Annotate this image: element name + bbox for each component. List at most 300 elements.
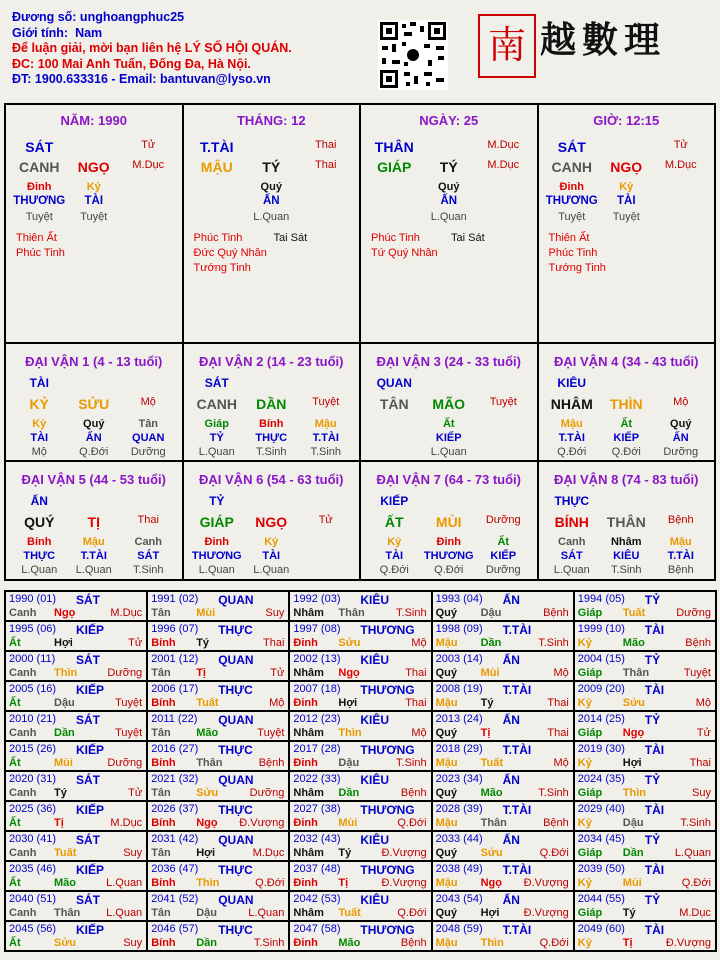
hidden-stage: Tuyệt xyxy=(558,211,586,223)
year-can: Mậu xyxy=(435,637,458,649)
year-cell xyxy=(574,921,716,951)
pillar-row-1 xyxy=(367,139,531,155)
year-can: Tân xyxy=(151,907,171,919)
year-can: Bính xyxy=(151,757,176,769)
year-cell xyxy=(5,921,147,951)
year-ten-god: THƯƠNG xyxy=(360,803,415,817)
pillar-blank xyxy=(599,139,654,155)
dai-van-stage-item xyxy=(299,564,354,576)
year-stage: M.Dục xyxy=(110,817,143,829)
pillar-row-1 xyxy=(545,139,709,155)
year-label: 2018 (29) xyxy=(435,743,483,755)
year-ten-god: THỰC xyxy=(218,863,253,877)
dai-van-god-item: KIÊU xyxy=(613,550,640,562)
year-ten-god: TỶ xyxy=(644,773,661,787)
dai-van-stage-item: T.Sinh xyxy=(132,564,164,576)
year-can: Tân xyxy=(151,667,171,679)
year-stage: Tuyệt xyxy=(683,667,711,679)
dai-van-hidden xyxy=(545,418,709,430)
dai-van-stage-item: T.Sinh xyxy=(255,446,287,458)
hidden-stage: Tuyệt xyxy=(80,211,108,223)
phone-email-line: ĐT: 1900.633316 - Email: bantuvan@lyso.vn xyxy=(12,72,271,86)
year-cell xyxy=(432,711,574,741)
star-item: Phúc Tinh xyxy=(548,247,598,259)
year-chi: Dậu xyxy=(480,607,502,619)
year-ten-god: KIẾP xyxy=(76,743,105,757)
year-chi: Tý xyxy=(338,847,352,859)
year-can: Giáp xyxy=(577,727,603,739)
year-label: 2021 (32) xyxy=(151,773,199,785)
pillar-stars xyxy=(16,231,65,261)
dai-van-hidden-stem: Ất xyxy=(620,418,633,430)
dai-van-god-item: TÀI xyxy=(30,432,49,444)
pillar-ten-god: SÁT xyxy=(25,139,54,155)
year-cell xyxy=(574,891,716,921)
dai-van-chi: MÃO xyxy=(432,396,466,412)
dai-van-stage-item: T.Sinh xyxy=(610,564,642,576)
dai-van-hidden-stem: Bính xyxy=(259,418,284,430)
year-stage: L.Quan xyxy=(674,847,711,859)
dai-van-hidden-stem xyxy=(299,536,354,548)
year-ten-god: KIÊU xyxy=(360,833,390,847)
pillar-chi: NGỌ xyxy=(77,159,110,175)
year-label: 2016 (27) xyxy=(151,743,199,755)
year-can: Kỷ xyxy=(577,817,592,829)
year-label: 1995 (06) xyxy=(9,623,57,635)
dai-van-stage-item: Q.Đới xyxy=(557,446,587,458)
year-ten-god: ẤN xyxy=(502,713,520,727)
year-can: Ất xyxy=(9,877,21,889)
year-can: Quý xyxy=(435,607,457,619)
pillar-blank xyxy=(244,139,299,155)
pillar-blank xyxy=(422,139,477,155)
dai-van-cell xyxy=(538,343,716,461)
pillar-title: NĂM: 1990 xyxy=(60,113,127,128)
dai-van-can: CANH xyxy=(196,396,237,412)
year-chi: Tị xyxy=(196,667,206,679)
year-ten-god: KIẾP xyxy=(76,803,105,817)
year-label: 2035 (46) xyxy=(9,863,57,875)
year-ten-god: T.TÀI xyxy=(502,743,532,757)
year-stage: Q.Đới xyxy=(397,817,427,829)
dai-van-god-item: ẤN xyxy=(672,432,689,444)
year-can: Canh xyxy=(9,667,37,679)
year-chi: Dậu xyxy=(196,907,217,919)
pillar-stage: M.Dục xyxy=(487,139,520,151)
dai-van-god-item xyxy=(367,432,422,444)
year-chi: Mùi xyxy=(622,877,642,889)
year-can: Ất xyxy=(9,757,21,769)
year-ten-god: ẤN xyxy=(502,773,520,787)
year-stage: T.Sinh xyxy=(396,757,427,769)
year-stage: Tuyệt xyxy=(257,727,285,739)
year-stage: Bệnh xyxy=(400,937,427,949)
gender-label: Giới tính: xyxy=(12,25,69,40)
year-can: Quý xyxy=(435,667,457,679)
year-stage: Bệnh xyxy=(258,757,285,769)
year-stage: M.Dục xyxy=(679,907,711,919)
year-can: Bính xyxy=(151,817,176,829)
year-chi: Ngọ xyxy=(480,877,502,889)
year-can: Mậu xyxy=(435,697,458,709)
year-stage: Đ.Vượng xyxy=(665,937,711,949)
year-cell xyxy=(432,891,574,921)
dai-van-chi: THÌN xyxy=(609,396,643,412)
year-cell xyxy=(574,801,716,831)
year-label: 2019 (30) xyxy=(577,743,625,755)
year-label: 2024 (35) xyxy=(577,773,625,785)
year-chi: Thân xyxy=(622,667,650,679)
dai-van-stage: Thai xyxy=(137,514,159,526)
year-chi: Thìn xyxy=(196,877,220,889)
year-ten-god: TỶ xyxy=(644,713,661,727)
year-can: Mậu xyxy=(435,937,458,949)
year-ten-god: TÀI xyxy=(644,863,665,877)
year-ten-god: ẤN xyxy=(502,833,520,847)
year-label: 2027 (38) xyxy=(293,803,341,815)
header-info xyxy=(12,10,372,88)
star-item: Phúc Tinh xyxy=(371,232,420,244)
year-cell xyxy=(147,741,289,771)
year-stage: Thai xyxy=(405,697,427,709)
dai-van-hidden-stem: Ất xyxy=(442,418,455,430)
pillar-title: GIỜ: 12:15 xyxy=(593,113,660,128)
dai-van-hidden-stem: Mậu xyxy=(560,418,583,430)
pillar-stage: Tử xyxy=(141,139,156,151)
year-stage: Suy xyxy=(123,937,143,949)
dai-van-god-item: KIẾP xyxy=(490,550,517,562)
dai-van-cell xyxy=(183,461,361,580)
year-can: Kỷ xyxy=(577,637,592,649)
year-cell xyxy=(5,681,147,711)
year-cell xyxy=(5,801,147,831)
hidden-stem: Đinh xyxy=(27,181,52,193)
dai-van-cell xyxy=(360,461,538,580)
year-label: 2034 (45) xyxy=(577,833,625,845)
year-ten-god: T.TÀI xyxy=(502,863,532,877)
pillar-cell xyxy=(538,104,716,343)
year-chi: Sửu xyxy=(622,697,645,709)
year-label: 2031 (42) xyxy=(151,833,199,845)
year-label: 1991 (02) xyxy=(151,593,199,605)
year-ten-god: ẤN xyxy=(502,593,520,607)
year-ten-god: QUAN xyxy=(218,713,254,727)
dai-van-title: ĐẠI VẬN 2 (14 - 23 tuổi) xyxy=(199,354,344,369)
star-item: Phúc Tinh xyxy=(193,232,243,244)
year-cell xyxy=(147,921,289,951)
year-can: Tân xyxy=(151,847,171,859)
pillar-hidden-god xyxy=(190,195,354,207)
year-stage: Mộ xyxy=(411,637,427,649)
year-ten-god: THỰC xyxy=(218,683,253,697)
year-cell xyxy=(432,621,574,651)
year-ten-god: SÁT xyxy=(76,773,100,787)
pillars-grid xyxy=(4,103,716,581)
blank xyxy=(367,211,422,223)
pillar-row-2 xyxy=(367,159,531,175)
year-stage: Tuyệt xyxy=(115,697,143,709)
hidden-stage: Tuyệt xyxy=(612,211,640,223)
year-stage: T.Sinh xyxy=(538,637,569,649)
year-stage: L.Quan xyxy=(106,907,143,919)
dai-van-stage-item: T.Sinh xyxy=(310,446,342,458)
year-cell xyxy=(147,621,289,651)
year-chi: Mão xyxy=(338,937,361,949)
year-can: Tân xyxy=(151,607,171,619)
dai-van-title: ĐẠI VẬN 3 (24 - 33 tuổi) xyxy=(376,354,521,369)
year-ten-god: THỰC xyxy=(218,743,253,757)
dai-van-hidden-stem: Mậu xyxy=(314,418,337,430)
year-cell xyxy=(432,651,574,681)
dai-van-stage-item: Bệnh xyxy=(667,564,694,576)
year-can: Giáp xyxy=(577,667,603,679)
year-chi: Mão xyxy=(480,787,503,799)
dai-van-stage: Mộ xyxy=(673,396,689,408)
qr-code-icon xyxy=(378,20,448,90)
dai-van-can: BÍNH xyxy=(554,514,589,530)
year-chi: Mùi xyxy=(54,757,73,769)
year-cell xyxy=(432,741,574,771)
pillar-row-1 xyxy=(190,139,354,155)
year-cell xyxy=(5,711,147,741)
dai-van-hidden-stem: Giáp xyxy=(204,418,229,430)
dai-van-chi: DẦN xyxy=(256,396,287,412)
pillar-hidden xyxy=(190,181,354,193)
dai-van-hidden-stage xyxy=(12,446,176,458)
year-cell xyxy=(574,651,716,681)
year-stage: Tử xyxy=(696,727,711,739)
pillar-row-2 xyxy=(12,159,176,175)
dai-van-chi: NGỌ xyxy=(255,514,288,530)
year-label: 2023 (34) xyxy=(435,773,483,785)
year-cell xyxy=(289,921,431,951)
year-label: 2000 (11) xyxy=(9,653,56,665)
year-cell xyxy=(5,861,147,891)
year-label: 2041 (52) xyxy=(151,893,199,905)
owner-name: Đương số: unghoangphuc25 xyxy=(12,10,185,24)
dai-van-top xyxy=(190,376,354,390)
hidden-stage: L.Quan xyxy=(253,211,290,223)
year-chi: Ngọ xyxy=(622,727,645,739)
year-stage: Dưỡng xyxy=(249,787,285,799)
dai-van-hidden-god xyxy=(190,432,354,444)
year-label: 1990 (01) xyxy=(9,593,57,605)
dai-van-stage: Tuyệt xyxy=(489,396,517,408)
year-chi: Sửu xyxy=(196,787,219,799)
year-chi: Thìn xyxy=(338,727,362,739)
year-cell xyxy=(5,651,147,681)
dai-van-hidden xyxy=(190,536,354,548)
year-label: 2020 (31) xyxy=(9,773,57,785)
dai-van-top xyxy=(12,376,176,390)
dai-van-god-item: THƯƠNG xyxy=(191,550,242,562)
pillar-cell xyxy=(183,104,361,343)
dai-van-hidden-stem: Đinh xyxy=(436,536,461,548)
dai-van-god-item: KIẾP xyxy=(435,432,462,444)
year-can: Canh xyxy=(9,727,37,739)
year-can: Đinh xyxy=(293,637,318,649)
year-ten-god: TÀI xyxy=(644,743,665,757)
year-label: 2006 (17) xyxy=(151,683,199,695)
year-ten-god: THƯƠNG xyxy=(360,623,415,637)
year-chi: Mão xyxy=(622,637,645,649)
year-can: Kỷ xyxy=(577,937,592,949)
year-stage: Q.Đới xyxy=(539,847,569,859)
dai-van-god: TÀI xyxy=(29,376,49,390)
dai-van-hidden-stem: Canh xyxy=(558,536,586,548)
year-label: 2042 (53) xyxy=(293,893,341,905)
year-chi: Tuất xyxy=(54,847,77,859)
year-label: 2038 (49) xyxy=(435,863,483,875)
dai-van-stage-item: Q.Đới xyxy=(434,564,464,576)
dai-van-god-item: T.TÀI xyxy=(312,432,339,444)
year-ten-god: THỰC xyxy=(218,803,253,817)
year-stage: Mộ xyxy=(411,727,427,739)
year-ten-god: TÀI xyxy=(644,803,665,817)
year-cell xyxy=(432,771,574,801)
year-cell xyxy=(147,861,289,891)
dai-van-hidden-god xyxy=(367,432,531,444)
blank xyxy=(367,181,422,193)
pillar-title: NGÀY: 25 xyxy=(419,113,479,128)
year-can: Giáp xyxy=(577,847,603,859)
pillar-stage-2: M.Dục xyxy=(664,159,697,171)
year-can: Bính xyxy=(151,937,176,949)
dai-van-chi: TỊ xyxy=(87,514,100,530)
dai-van-stage-item xyxy=(367,446,422,458)
year-stage: Thai xyxy=(547,697,569,709)
dai-van-stage: Tuyệt xyxy=(312,396,340,408)
pillar-stage-2: M.Dục xyxy=(132,159,165,171)
pillar-stars xyxy=(194,231,267,276)
pillar-stars xyxy=(549,231,606,276)
year-ten-god: KIẾP xyxy=(76,683,105,697)
dai-van-god: SÁT xyxy=(204,376,229,390)
dai-van-god-item: THỰC xyxy=(23,550,56,562)
year-cell xyxy=(574,771,716,801)
year-can: Bính xyxy=(151,697,176,709)
year-can: Mậu xyxy=(435,817,458,829)
year-cell xyxy=(574,621,716,651)
year-can: Đinh xyxy=(293,937,318,949)
dai-van-stage-item: Mộ xyxy=(31,446,47,458)
dai-van-hidden-stage xyxy=(12,564,176,576)
dai-van-title: ĐẠI VẬN 6 (54 - 63 tuổi) xyxy=(199,472,344,487)
year-can: Canh xyxy=(9,907,37,919)
year-chi: Ngọ xyxy=(54,607,76,619)
year-chi: Thìn xyxy=(54,667,78,679)
year-chi: Dần xyxy=(338,787,360,799)
year-chi: Tý xyxy=(54,787,67,799)
hidden-stem: Quý xyxy=(260,181,282,193)
dai-van-god-item: SÁT xyxy=(137,550,160,562)
dai-van-top xyxy=(545,494,709,508)
dai-van-can: KỶ xyxy=(29,396,49,412)
dai-van-can-chi xyxy=(12,396,176,412)
dai-van-top xyxy=(545,376,709,390)
pillar-can: MẬU xyxy=(200,159,233,175)
dai-van-hidden xyxy=(545,536,709,548)
dai-van-stage-item: L.Quan xyxy=(253,564,290,576)
year-stage: L.Quan xyxy=(106,877,143,889)
dai-van-title: ĐẠI VẬN 8 (74 - 83 tuổi) xyxy=(554,472,699,487)
year-label: 2030 (41) xyxy=(9,833,57,845)
pillar-can: CANH xyxy=(551,159,592,175)
blank xyxy=(190,211,245,223)
year-label: 1999 (10) xyxy=(577,623,625,635)
dai-van-god-item: QUAN xyxy=(132,432,165,444)
pillar-hidden-stage xyxy=(190,211,354,223)
year-cell xyxy=(289,651,431,681)
hidden-stem: Đinh xyxy=(559,181,584,193)
year-stage: Mộ xyxy=(269,697,285,709)
year-ten-god: QUAN xyxy=(218,773,254,787)
pillar-cell xyxy=(360,104,538,343)
hidden-stem: Kỷ xyxy=(86,181,101,193)
pillar-hidden xyxy=(545,181,709,193)
dai-van-god: TỶ xyxy=(209,494,225,508)
year-label: 2008 (19) xyxy=(435,683,483,695)
dai-van-can: TÂN xyxy=(379,396,409,412)
year-label: 2004 (15) xyxy=(577,653,625,665)
year-can: Kỷ xyxy=(577,757,592,769)
dai-van-hidden xyxy=(367,536,531,548)
dai-van-can-chi xyxy=(367,514,531,530)
year-label: 2010 (21) xyxy=(9,713,57,725)
year-cell xyxy=(574,681,716,711)
year-chi: Tị xyxy=(338,877,349,889)
dai-van-chi: SỬU xyxy=(78,396,110,412)
year-can: Bính xyxy=(151,877,176,889)
year-chi: Hợi xyxy=(622,757,642,769)
year-label: 2022 (33) xyxy=(293,773,341,785)
year-chi: Mùi xyxy=(480,667,500,679)
year-stage: Dưỡng xyxy=(107,757,143,769)
year-cell xyxy=(289,891,431,921)
year-chi: Dậu xyxy=(338,757,360,769)
dai-van-top xyxy=(190,494,354,508)
year-label: 2003 (14) xyxy=(435,653,483,665)
year-stage: Thai xyxy=(547,727,569,739)
year-label: 2033 (44) xyxy=(435,833,483,845)
year-can: Đinh xyxy=(293,817,318,829)
year-can: Nhâm xyxy=(293,787,324,799)
year-stage: M.Dục xyxy=(252,847,285,859)
dai-van-can-chi xyxy=(190,396,354,412)
dai-van-cell xyxy=(183,343,361,461)
year-stage: Q.Đới xyxy=(255,877,285,889)
year-cell xyxy=(574,861,716,891)
year-stage: Đ.Vượng xyxy=(523,877,569,889)
year-ten-god: KIẾP xyxy=(76,863,105,877)
year-label: 2037 (48) xyxy=(293,863,341,875)
dai-van-can: GIÁP xyxy=(199,514,234,530)
year-cell xyxy=(289,831,431,861)
year-chi: Mão xyxy=(196,727,219,739)
dai-van-stage-item: Dưỡng xyxy=(485,564,521,576)
blank xyxy=(190,181,245,193)
year-cell xyxy=(432,831,574,861)
year-label: 2005 (16) xyxy=(9,683,57,695)
dai-van-stage-item: Q.Đới xyxy=(611,446,641,458)
dai-van-stage-item: Dưỡng xyxy=(130,446,166,458)
dai-van-god-item: KIẾP xyxy=(613,432,640,444)
year-label: 2046 (57) xyxy=(151,923,199,935)
pillar-stage-2: Thai xyxy=(315,159,337,171)
year-can: Quý xyxy=(435,907,457,919)
year-chi: Sửu xyxy=(338,637,361,649)
dai-van-hidden xyxy=(367,418,531,430)
